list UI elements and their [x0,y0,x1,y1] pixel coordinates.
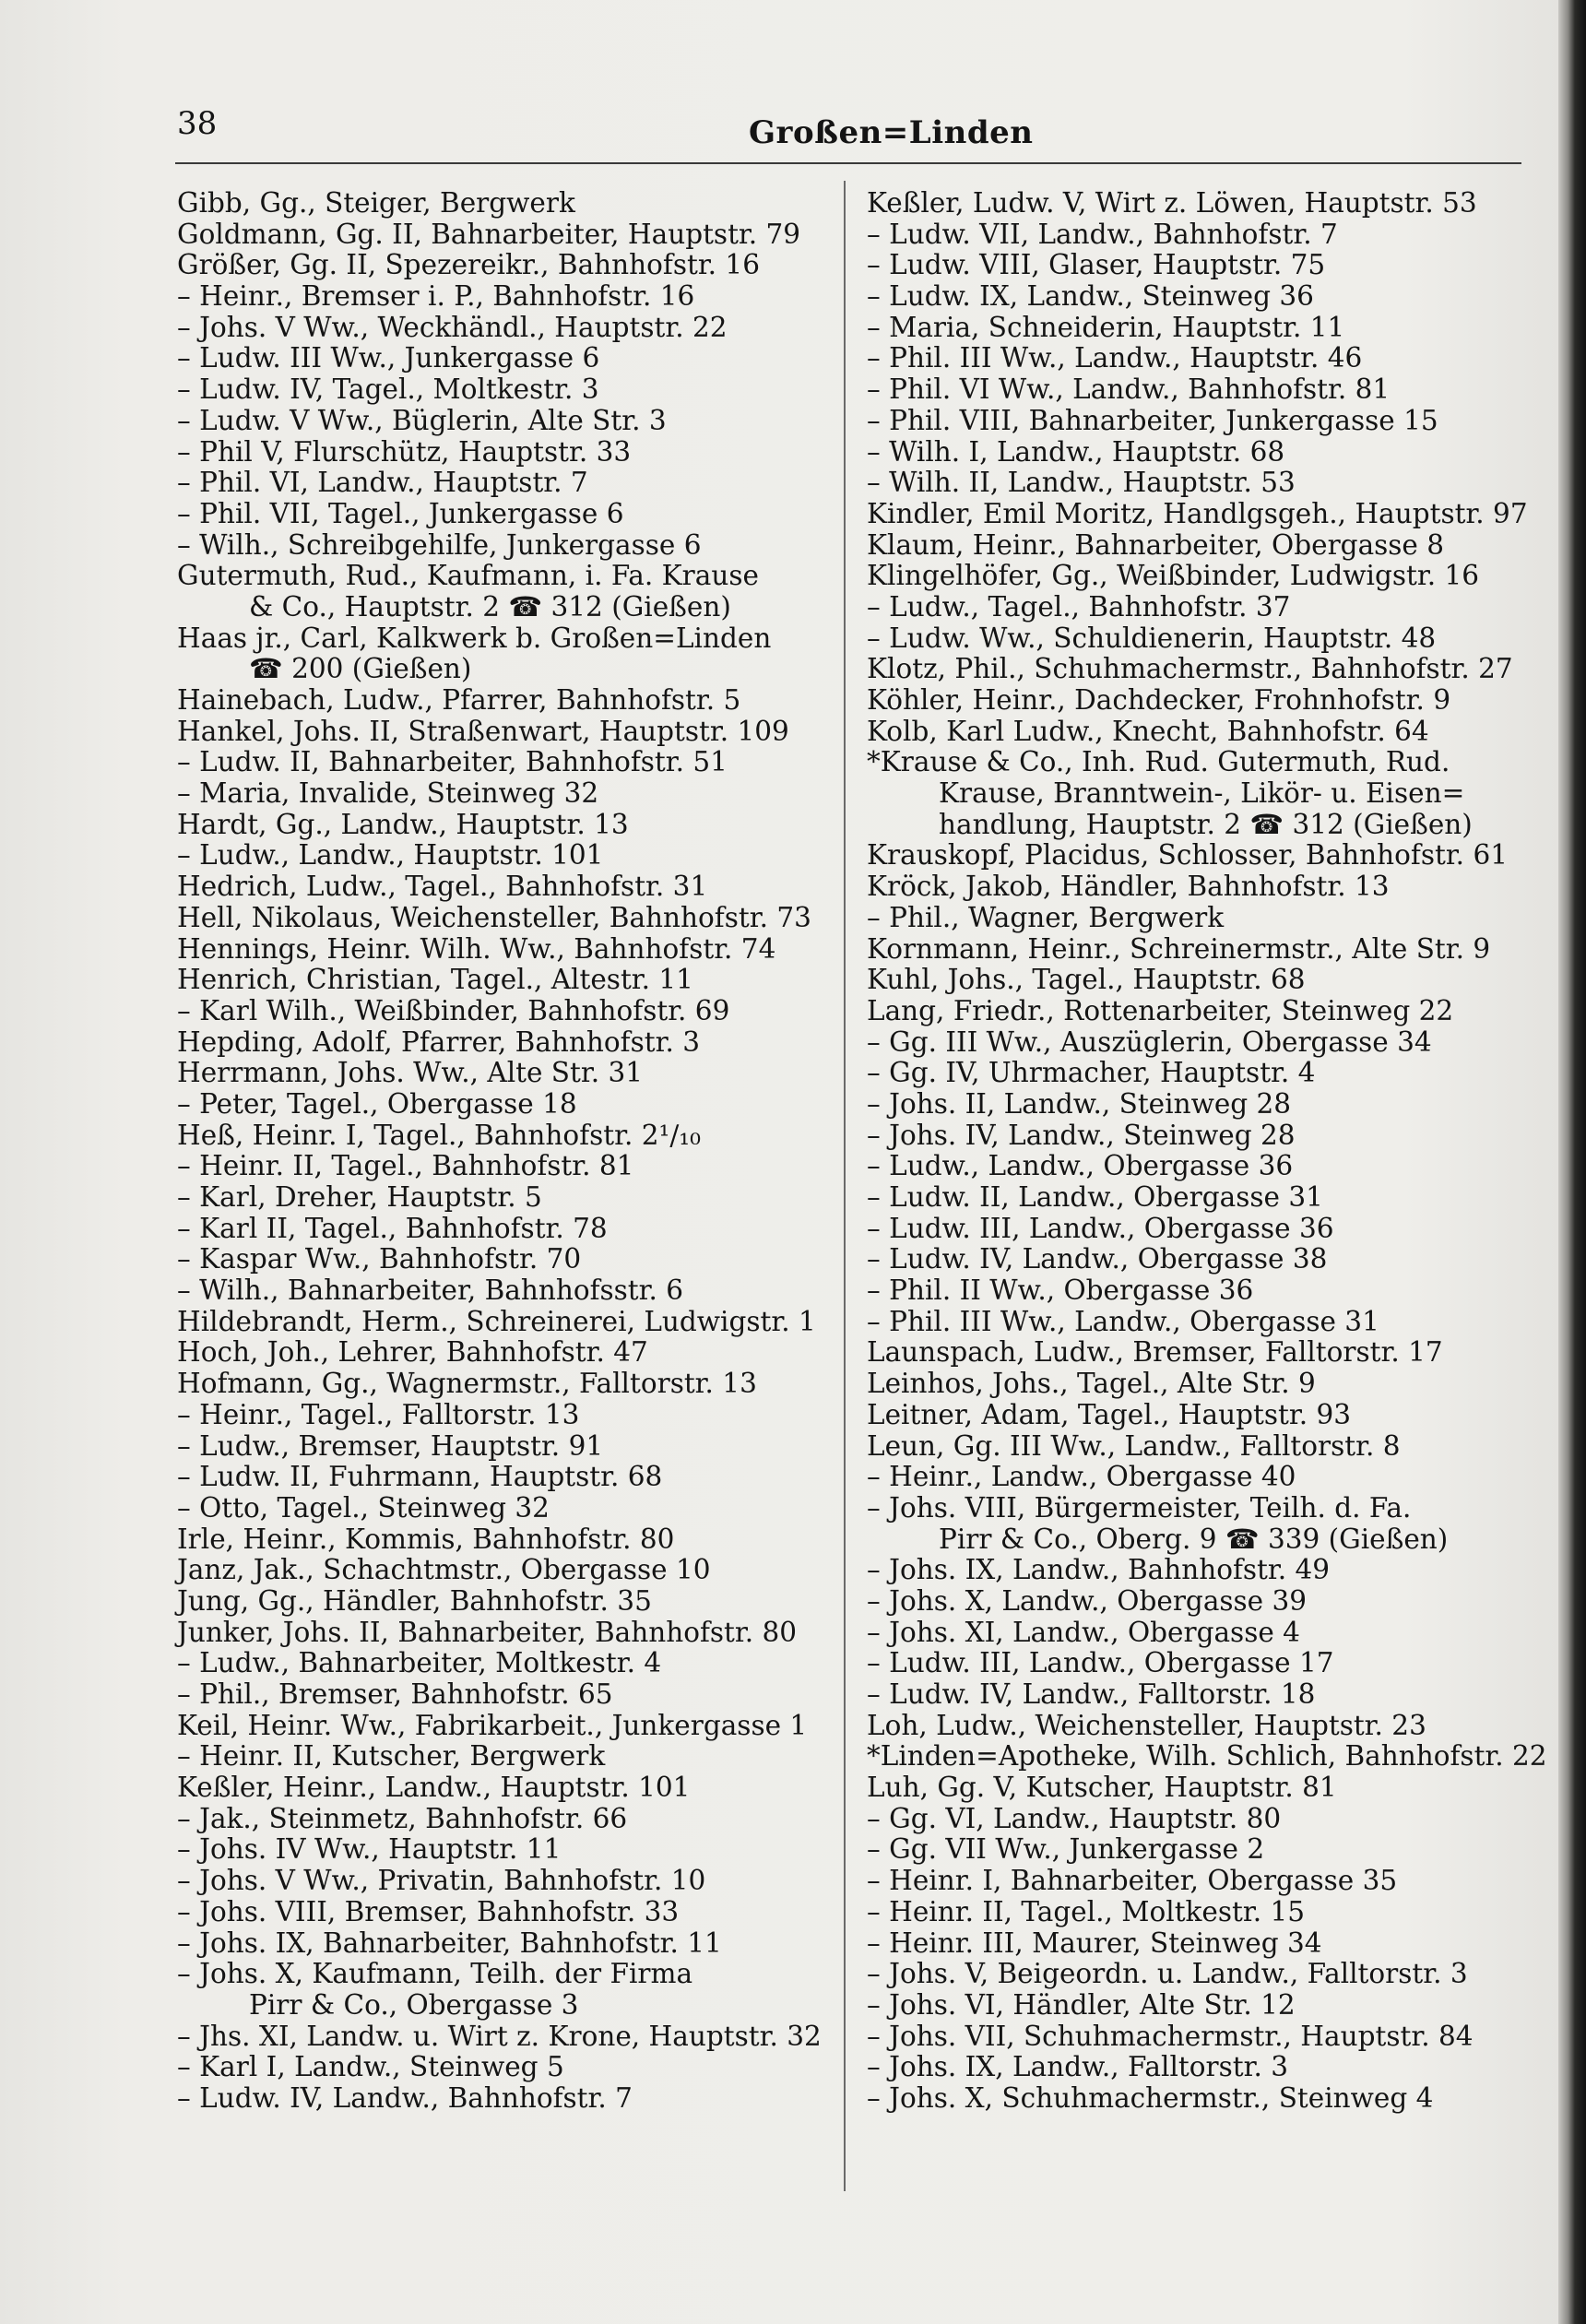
directory-entry: – Johs. IV Ww., Hauptstr. 11 [177,1833,562,1866]
directory-entry: – Karl, Dreher, Hauptstr. 5 [177,1181,542,1213]
directory-entry: – Johs. X, Landw., Obergasse 39 [867,1584,1308,1617]
directory-entry: – Ludw., Tagel., Bahnhofstr. 37 [867,590,1291,622]
directory-entry: – Ludw. II, Landw., Obergasse 31 [867,1181,1323,1213]
directory-entry: – Ludw. IV, Landw., Bahnhofstr. 7 [177,2081,633,2114]
directory-entry: – Wilh. II, Landw., Hauptstr. 53 [867,467,1296,499]
directory-entry: – Phil., Bremser, Bahnhofstr. 65 [177,1678,613,1710]
directory-entry: Kindler, Emil Moritz, Handlgsgeh., Hauptstr. 97 [867,497,1528,529]
directory-entry: – Johs. IV, Landw., Steinweg 28 [867,1119,1296,1151]
directory-entry: Kröck, Jakob, Händler, Bahnhofstr. 13 [867,871,1390,903]
directory-entry: – Ludw. IV, Tagel., Moltkestr. 3 [177,374,599,406]
header-rule [175,162,1521,164]
directory-entry: – Heinr., Landw., Obergasse 40 [867,1461,1296,1493]
directory-entry: Herrmann, Johs. Ww., Alte Str. 31 [177,1057,644,1089]
directory-entry: – Karl II, Tagel., Bahnhofstr. 78 [177,1212,608,1244]
directory-entry: – Ludw. III, Landw., Obergasse 36 [867,1212,1334,1244]
directory-entry: Krause, Branntwein-, Likör- u. Eisen= [939,777,1465,810]
directory-entry: Hell, Nikolaus, Weichensteller, Bahnhofstr. 73 [177,901,811,933]
directory-entry: – Maria, Schneiderin, Hauptstr. 11 [867,311,1345,343]
directory-entry: – Wilh., Schreibgehilfe, Junkergasse 6 [177,528,702,561]
directory-entry: ☎ 200 (Gießen) [249,653,472,685]
directory-entry: Launspach, Ludw., Bremser, Falltorstr. 17 [867,1336,1443,1369]
directory-entry: – Heinr. I, Bahnarbeiter, Obergasse 35 [867,1865,1398,1897]
directory-entry: – Ludw. IV, Landw., Obergasse 38 [867,1243,1328,1275]
directory-entry: Größer, Gg. II, Spezereikr., Bahnhofstr. 16 [177,249,760,281]
directory-entry: – Wilh., Bahnarbeiter, Bahnhofsstr. 6 [177,1275,684,1307]
directory-entry: – Johs. VIII, Bremser, Bahnhofstr. 33 [177,1895,680,1927]
directory-entry: – Johs. X, Kaufmann, Teilh. der Firma [177,1958,693,1990]
directory-entry: – Phil. III Ww., Landw., Hauptstr. 46 [867,342,1363,374]
directory-entry: Pirr & Co., Oberg. 9 ☎ 339 (Gießen) [939,1523,1449,1555]
directory-entry: – Johs. II, Landw., Steinweg 28 [867,1087,1292,1120]
directory-entry: – Ludw. V Ww., Büglerin, Alte Str. 3 [177,404,667,436]
directory-entry: Leun, Gg. III Ww., Landw., Falltorstr. 8 [867,1429,1401,1462]
directory-entry: – Karl Wilh., Weißbinder, Bahnhofstr. 69 [177,994,730,1026]
running-head: Großen=Linden [749,114,1034,151]
directory-entry: Jung, Gg., Händler, Bahnhofstr. 35 [177,1584,652,1617]
directory-entry: – Heinr., Tagel., Falltorstr. 13 [177,1398,580,1430]
directory-entry: – Otto, Tagel., Steinweg 32 [177,1491,550,1524]
directory-entry: – Jhs. XI, Landw. u. Wirt z. Krone, Hauptstr. 32 [177,2020,822,2052]
directory-entry: Köhler, Heinr., Dachdecker, Frohnhofstr. 9 [867,684,1451,716]
directory-entry: – Gg. VII Ww., Junkergasse 2 [867,1833,1265,1866]
directory-entry: – Jak., Steinmetz, Bahnhofstr. 66 [177,1802,628,1834]
directory-entry: – Ludw., Landw., Obergasse 36 [867,1150,1294,1182]
directory-entry: Henrich, Christian, Tagel., Altestr. 11 [177,964,693,996]
directory-entry: *Krause & Co., Inh. Rud. Gutermuth, Rud. [867,746,1450,778]
directory-entry: – Ludw. III, Landw., Obergasse 17 [867,1647,1334,1679]
directory-entry: – Kaspar Ww., Bahnhofstr. 70 [177,1243,582,1275]
directory-entry: – Phil V, Flurschütz, Hauptstr. 33 [177,435,632,468]
directory-entry: Goldmann, Gg. II, Bahnarbeiter, Hauptstr. 79 [177,218,801,250]
directory-entry: – Ludw., Bremser, Hauptstr. 91 [177,1429,604,1462]
directory-entry: Keßler, Ludw. V, Wirt z. Löwen, Hauptstr. 53 [867,187,1477,219]
directory-entry: – Gg. III Ww., Auszüglerin, Obergasse 34 [867,1026,1432,1058]
directory-entry: – Wilh. I, Landw., Hauptstr. 68 [867,435,1285,468]
directory-entry: Krauskopf, Placidus, Schlosser, Bahnhofstr. 61 [867,839,1508,872]
directory-entry: Hildebrandt, Herm., Schreinerei, Ludwigstr. 1 [177,1305,816,1337]
directory-entry: Klingelhöfer, Gg., Weißbinder, Ludwigstr. 16 [867,560,1479,592]
left-column [177,188,823,2115]
directory-entry: Janz, Jak., Schachtmstr., Obergasse 10 [177,1554,711,1586]
directory-entry: – Ludw. IX, Landw., Steinweg 36 [867,280,1314,313]
directory-entry: Gutermuth, Rud., Kaufmann, i. Fa. Krause [177,560,759,592]
directory-entry: – Phil. VI Ww., Landw., Bahnhofstr. 81 [867,374,1391,406]
directory-entry: – Johs. IX, Bahnarbeiter, Bahnhofstr. 11 [177,1927,722,1959]
directory-entry: Keßler, Heinr., Landw., Hauptstr. 101 [177,1772,691,1804]
directory-entry: – Karl I, Landw., Steinweg 5 [177,2051,564,2083]
directory-entry: Hardt, Gg., Landw., Hauptstr. 13 [177,808,629,840]
directory-entry: Pirr & Co., Obergasse 3 [249,1988,579,2021]
directory-entry: – Johs. V, Beigeordn. u. Landw., Falltorstr. 3 [867,1958,1468,1990]
directory-entry: Hainebach, Ludw., Pfarrer, Bahnhofstr. 5 [177,684,741,716]
directory-entry: Irle, Heinr., Kommis, Bahnhofstr. 80 [177,1523,675,1555]
directory-entry: Junker, Johs. II, Bahnarbeiter, Bahnhofstr. 80 [177,1616,798,1648]
directory-entry: – Johs. V Ww., Weckhändl., Hauptstr. 22 [177,311,728,343]
directory-entry: Hennings, Heinr. Wilh. Ww., Bahnhofstr. 74 [177,932,776,965]
directory-entry: – Phil. III Ww., Landw., Obergasse 31 [867,1305,1379,1337]
directory-entry: Kornmann, Heinr., Schreinermstr., Alte Str. 9 [867,932,1491,965]
directory-entry: Hoch, Joh., Lehrer, Bahnhofstr. 47 [177,1336,648,1369]
directory-entry: – Johs. VI, Händler, Alte Str. 12 [867,1988,1296,2021]
directory-entry: – Heinr. II, Tagel., Moltkestr. 15 [867,1895,1306,1927]
directory-entry: Luh, Gg. V, Kutscher, Hauptstr. 81 [867,1772,1337,1804]
directory-entry: Hedrich, Ludw., Tagel., Bahnhofstr. 31 [177,871,708,903]
directory-entry: Kolb, Karl Ludw., Knecht, Bahnhofstr. 64 [867,715,1429,747]
directory-entry: – Phil., Wagner, Bergwerk [867,901,1225,933]
directory-entry: Klaum, Heinr., Bahnarbeiter, Obergasse 8 [867,528,1445,561]
directory-entry: – Gg. IV, Uhrmacher, Hauptstr. 4 [867,1057,1316,1089]
directory-entry: Keil, Heinr. Ww., Fabrikarbeit., Junkergasse 1 [177,1709,808,1741]
directory-entry: – Phil. VI, Landw., Hauptstr. 7 [177,467,588,499]
directory-entry: Hankel, Johs. II, Straßenwart, Hauptstr. 109 [177,715,789,747]
directory-entry: Loh, Ludw., Weichensteller, Hauptstr. 23 [867,1709,1426,1741]
directory-entry: – Phil. VII, Tagel., Junkergasse 6 [177,497,624,529]
directory-entry: – Heinr., Bremser i. P., Bahnhofstr. 16 [177,280,695,313]
directory-entry: – Ludw. VII, Landw., Bahnhofstr. 7 [867,218,1338,250]
directory-entry: – Ludw. VIII, Glaser, Hauptstr. 75 [867,249,1326,281]
directory-entry: Kuhl, Johs., Tagel., Hauptstr. 68 [867,964,1306,996]
directory-entry: – Ludw. II, Fuhrmann, Hauptstr. 68 [177,1461,663,1493]
directory-entry: Haas jr., Carl, Kalkwerk b. Großen=Linden [177,622,772,654]
directory-entry: – Ludw. Ww., Schuldienerin, Hauptstr. 48 [867,622,1437,654]
directory-entry: – Heinr. III, Maurer, Steinweg 34 [867,1927,1322,1959]
directory-entry: – Ludw. III Ww., Junkergasse 6 [177,342,600,374]
directory-entry: – Ludw., Landw., Hauptstr. 101 [177,839,604,872]
directory-entry: – Phil. II Ww., Obergasse 36 [867,1275,1254,1307]
page-number: 38 [177,105,218,142]
directory-entry: & Co., Hauptstr. 2 ☎ 312 (Gießen) [249,590,731,622]
directory-entry: – Ludw., Bahnarbeiter, Moltkestr. 4 [177,1647,662,1679]
column-divider [844,181,846,2191]
directory-entry: Hepding, Adolf, Pfarrer, Bahnhofstr. 3 [177,1026,700,1058]
directory-entry: Leinhos, Johs., Tagel., Alte Str. 9 [867,1368,1316,1400]
directory-entry: – Maria, Invalide, Steinweg 32 [177,777,599,810]
directory-entry: *Linden=Apotheke, Wilh. Schlich, Bahnhofstr. 22 [867,1740,1547,1773]
directory-entry: – Peter, Tagel., Obergasse 18 [177,1087,577,1120]
directory-entry: – Phil. VIII, Bahnarbeiter, Junkergasse 15 [867,404,1438,436]
directory-entry: – Johs. IX, Landw., Bahnhofstr. 49 [867,1554,1331,1586]
directory-entry: – Johs. V Ww., Privatin, Bahnhofstr. 10 [177,1865,706,1897]
directory-entry: Klotz, Phil., Schuhmachermstr., Bahnhofstr. 27 [867,653,1513,685]
page-edge-shadow [1558,0,1586,2324]
directory-entry: – Ludw. II, Bahnarbeiter, Bahnhofstr. 51 [177,746,728,778]
directory-entry: handlung, Hauptstr. 2 ☎ 312 (Gießen) [939,808,1473,840]
directory-entry: Heß, Heinr. I, Tagel., Bahnhofstr. 2¹/₁₀ [177,1119,701,1151]
directory-entry: – Ludw. IV, Landw., Falltorstr. 18 [867,1678,1316,1710]
directory-entry: Lang, Friedr., Rottenarbeiter, Steinweg 22 [867,994,1454,1026]
directory-entry: – Gg. VI, Landw., Hauptstr. 80 [867,1802,1282,1834]
directory-entry: – Johs. VIII, Bürgermeister, Teilh. d. Fa. [867,1491,1412,1524]
directory-entry: – Heinr. II, Tagel., Bahnhofstr. 81 [177,1150,634,1182]
directory-entry: Hofmann, Gg., Wagnermstr., Falltorstr. 13 [177,1368,757,1400]
directory-entry: – Johs. IX, Landw., Falltorstr. 3 [867,2051,1288,2083]
directory-entry: – Johs. X, Schuhmachermstr., Steinweg 4 [867,2081,1434,2114]
directory-entry: – Heinr. II, Kutscher, Bergwerk [177,1740,606,1773]
directory-entry: – Johs. VII, Schuhmachermstr., Hauptstr. 84 [867,2020,1474,2052]
directory-entry: Leitner, Adam, Tagel., Hauptstr. 93 [867,1398,1351,1430]
directory-entry: – Johs. XI, Landw., Obergasse 4 [867,1616,1300,1648]
directory-entry: Gibb, Gg., Steiger, Bergwerk [177,187,575,219]
right-column [867,187,1547,2115]
